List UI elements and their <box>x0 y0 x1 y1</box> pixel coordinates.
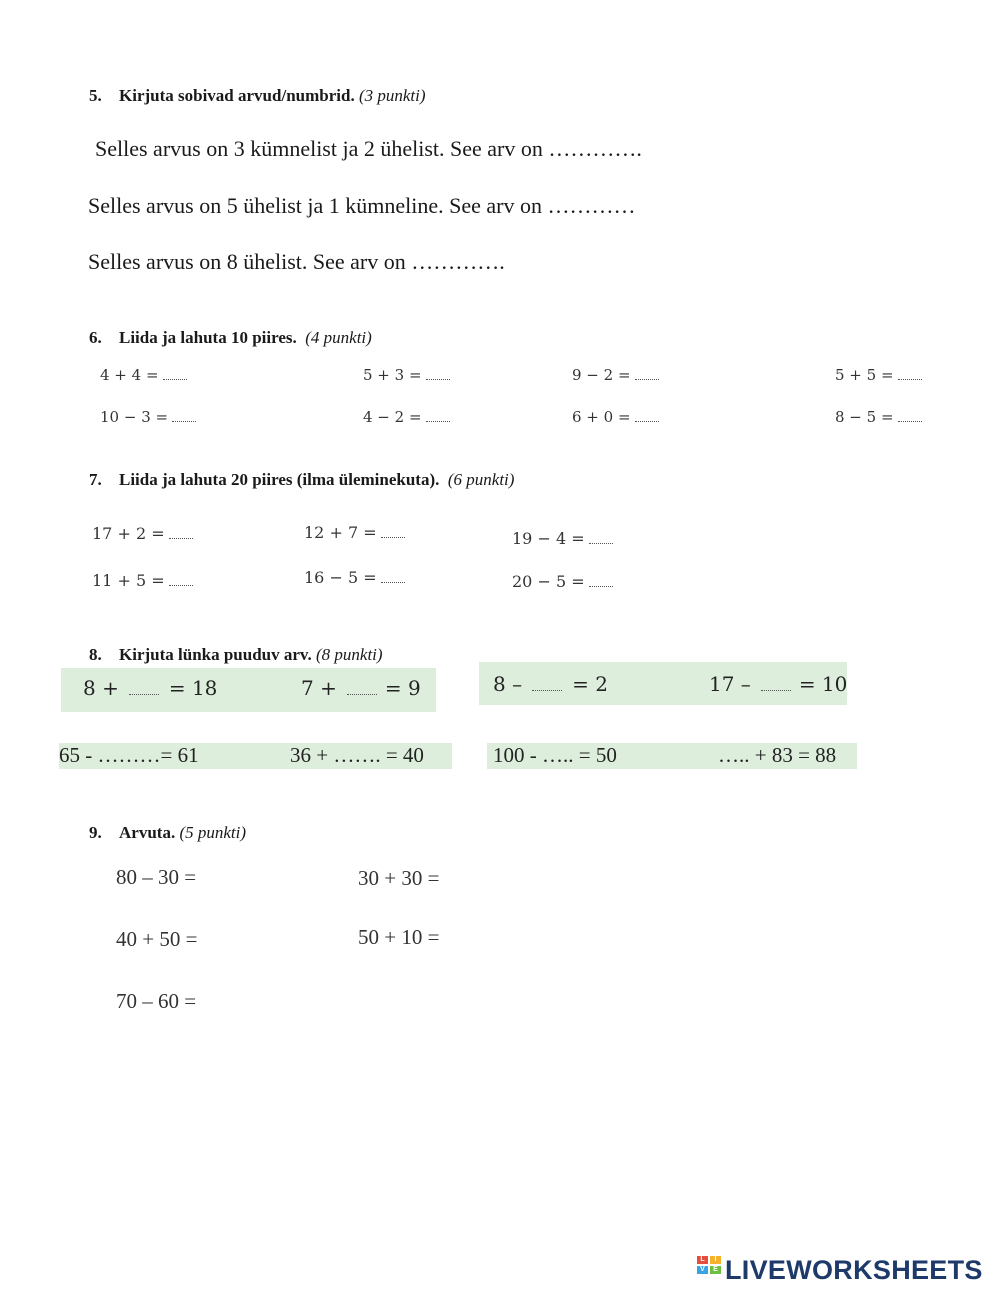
q6-title: Liida ja lahuta 10 piires. <box>119 328 297 347</box>
equation: 8 – = 2 <box>493 672 608 696</box>
equation: 4 + 4 = <box>100 366 187 384</box>
logo-block: E <box>710 1266 721 1274</box>
answer-blank[interactable] <box>898 378 922 380</box>
answer-blank[interactable] <box>169 537 193 539</box>
equation[interactable]: ….. + 83 = 88 <box>718 743 837 767</box>
equation: 5 + 5 = <box>835 366 922 384</box>
answer-blank[interactable] <box>589 585 613 587</box>
answer-blank[interactable] <box>381 536 405 538</box>
equation: 10 − 3 = <box>100 408 196 426</box>
equation: 12 + 7 = <box>304 523 405 542</box>
equation[interactable]: 70 – 60 = <box>116 989 197 1013</box>
q7-points: (6 punkti) <box>447 470 515 489</box>
equation[interactable]: 100 - ….. = 50 <box>493 743 617 767</box>
equation: 16 − 5 = <box>304 568 405 587</box>
q8-points: (8 punkti) <box>316 645 383 664</box>
q9-heading <box>89 823 246 843</box>
equation: 17 – = 10 <box>709 672 848 696</box>
q8-title: Kirjuta lünka puuduv arv. <box>119 645 312 664</box>
equation: 11 + 5 = <box>92 571 193 590</box>
answer-blank[interactable] <box>635 420 659 422</box>
logo-blocks-icon <box>697 1256 723 1284</box>
logo-block: V <box>697 1266 708 1274</box>
logo-text: LIVEWORKSHEETS <box>725 1254 983 1285</box>
q7-title: Liida ja lahuta 20 piires (ilma üleminekuta). <box>119 470 440 489</box>
answer-blank[interactable] <box>589 542 613 544</box>
q5-sentence: Selles arvus on 8 ühelist. See arv on …………. <box>88 249 505 274</box>
q5-number: 5. <box>89 86 102 105</box>
answer-blank[interactable] <box>761 689 791 691</box>
equation[interactable]: 36 + ……. = 40 <box>290 743 424 767</box>
q5-sentence: Selles arvus on 3 kümnelist ja 2 ühelist. See arv on …………. <box>95 136 642 161</box>
equation: 7 + = 9 <box>301 676 421 700</box>
q6-heading <box>89 328 372 348</box>
answer-blank[interactable] <box>532 689 562 691</box>
equation: 19 − 4 = <box>512 529 613 548</box>
q6-number: 6. <box>89 328 102 347</box>
logo-block: I <box>710 1256 721 1264</box>
q9-points: (5 punkti) <box>179 823 247 842</box>
q7-number: 7. <box>89 470 102 489</box>
equation: 9 − 2 = <box>572 366 659 384</box>
q8-heading <box>89 645 383 665</box>
equation[interactable]: 40 + 50 = <box>116 927 198 951</box>
answer-blank[interactable] <box>169 584 193 586</box>
answer-blank[interactable] <box>426 378 450 380</box>
answer-blank[interactable] <box>898 420 922 422</box>
q5-sentence: Selles arvus on 5 ühelist ja 1 kümneline. See arv on ………… <box>88 193 636 218</box>
q5-points: (3 punkti) <box>358 86 426 105</box>
q5-heading <box>89 86 426 106</box>
q8-number: 8. <box>89 645 102 664</box>
q5-title: Kirjuta sobivad arvud/numbrid. <box>119 86 355 105</box>
answer-blank[interactable] <box>129 693 159 695</box>
equation[interactable]: 80 – 30 = <box>116 865 197 889</box>
equation[interactable]: 50 + 10 = <box>358 925 440 949</box>
equation[interactable]: 30 + 30 = <box>358 866 440 890</box>
equation: 20 − 5 = <box>512 572 613 591</box>
equation: 17 + 2 = <box>92 524 193 543</box>
liveworksheets-logo <box>697 1254 983 1286</box>
equation: 4 − 2 = <box>363 408 450 426</box>
equation: 8 − 5 = <box>835 408 922 426</box>
answer-blank[interactable] <box>347 693 377 695</box>
answer-blank[interactable] <box>172 420 196 422</box>
equation[interactable]: 65 - ………= 61 <box>59 743 199 767</box>
answer-blank[interactable] <box>426 420 450 422</box>
q9-number: 9. <box>89 823 102 842</box>
equation: 6 + 0 = <box>572 408 659 426</box>
answer-blank[interactable] <box>381 581 405 583</box>
q7-heading <box>89 470 514 490</box>
answer-blank[interactable] <box>163 378 187 380</box>
q9-title: Arvuta. <box>119 823 176 842</box>
equation: 5 + 3 = <box>363 366 450 384</box>
q6-points: (4 punkti) <box>305 328 372 347</box>
answer-blank[interactable] <box>635 378 659 380</box>
logo-block: L <box>697 1256 708 1264</box>
equation: 8 + = 18 <box>83 676 218 700</box>
